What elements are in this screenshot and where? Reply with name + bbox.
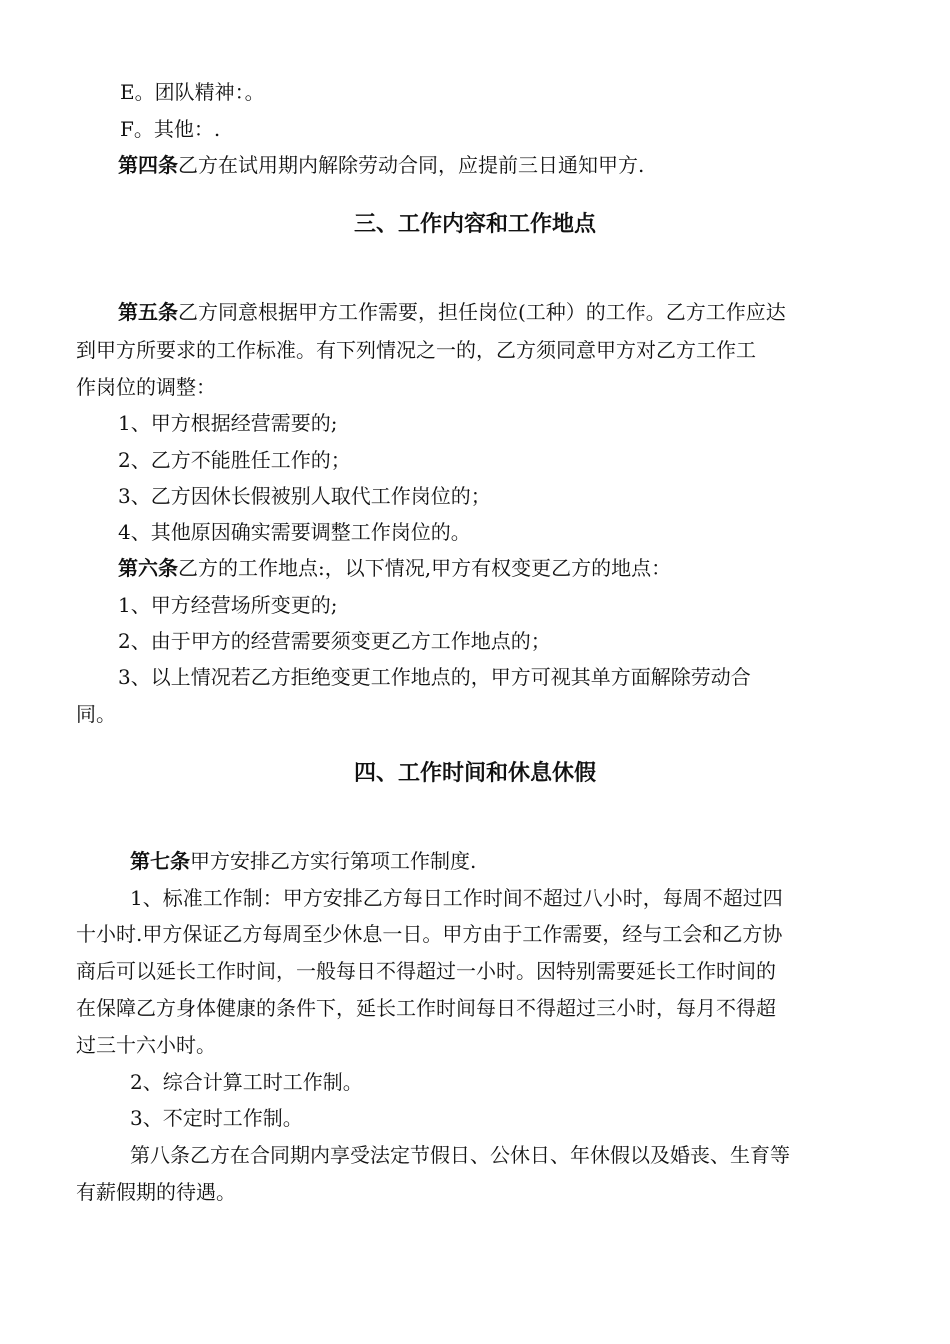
article-5-line-3: 作岗位的调整：	[76, 375, 216, 399]
section-heading-3: 三、工作内容和工作地点	[353, 212, 596, 237]
article-5-item-4: 4、其他原因确实需要调整工作岗位的。	[118, 520, 471, 544]
article-7-label: 第七条	[130, 849, 190, 873]
article-5-label: 第五条	[118, 300, 178, 324]
article-4-label: 第四条	[118, 153, 178, 177]
article-7-item-1-line-5: 过三十六小时。	[76, 1033, 216, 1057]
article-8-line-2: 有薪假期的待遇。	[76, 1180, 236, 1204]
article-5-line-2: 到甲方所要求的工作标准。有下列情况之一的，乙方须同意甲方对乙方工作工	[76, 338, 756, 362]
article-7-item-1-line-3: 商后可以延长工作时间，一般每日不得超过一小时。因特别需要延长工作时间的	[76, 959, 776, 983]
article-5-item-1: 1、甲方根据经营需要的;	[118, 411, 338, 435]
article-4-text: 乙方在试用期内解除劳动合同，应提前三日通知甲方.	[178, 153, 645, 177]
article-6-item-1: 1、甲方经营场所变更的;	[118, 593, 338, 617]
article-8-line-1: 第八条乙方在合同期内享受法定节假日、公休日、年休假以及婚丧、生育等	[130, 1143, 790, 1167]
item-e: E。团队精神：。	[120, 80, 265, 104]
article-5-line-1	[118, 298, 786, 326]
section-heading-4: 四、工作时间和休息休假	[353, 761, 596, 786]
article-5-item-2: 2、乙方不能胜任工作的；	[118, 448, 351, 472]
article-7-item-2: 2、综合计算工时工作制。	[130, 1070, 363, 1094]
article-6-item-2: 2、由于甲方的经营需要须变更乙方工作地点的；	[118, 629, 551, 653]
article-4	[118, 151, 644, 179]
article-7-item-1-line-2: 十小时.甲方保证乙方每周至少休息一日。甲方由于工作需要，经与工会和乙方协	[76, 922, 783, 946]
article-6-label: 第六条	[118, 556, 178, 580]
article-6-text: 乙方的工作地点:，以下情况,甲方有权变更乙方的地点：	[178, 556, 672, 580]
article-5-text-1: 乙方同意根据甲方工作需要，担任岗位(工种）的工作。乙方工作应达	[178, 300, 786, 324]
article-7-item-1-line-1: 1、标准工作制：甲方安排乙方每日工作时间不超过八小时，每周不超过四	[130, 886, 783, 910]
article-6-item-3-line-1: 3、以上情况若乙方拒绝变更工作地点的，甲方可视其单方面解除劳动合	[118, 665, 751, 689]
article-7-item-1-line-4: 在保障乙方身体健康的条件下，延长工作时间每日不得超过三小时，每月不得超	[76, 996, 776, 1020]
article-6	[118, 554, 671, 582]
article-7	[130, 847, 476, 875]
item-f: F。其他：.	[120, 117, 221, 141]
article-6-item-3-line-2: 同。	[76, 702, 116, 726]
article-5-item-3: 3、乙方因休长假被别人取代工作岗位的；	[118, 484, 491, 508]
article-7-item-3: 3、不定时工作制。	[130, 1106, 303, 1130]
article-7-text: 甲方安排乙方实行第项工作制度.	[190, 849, 477, 873]
